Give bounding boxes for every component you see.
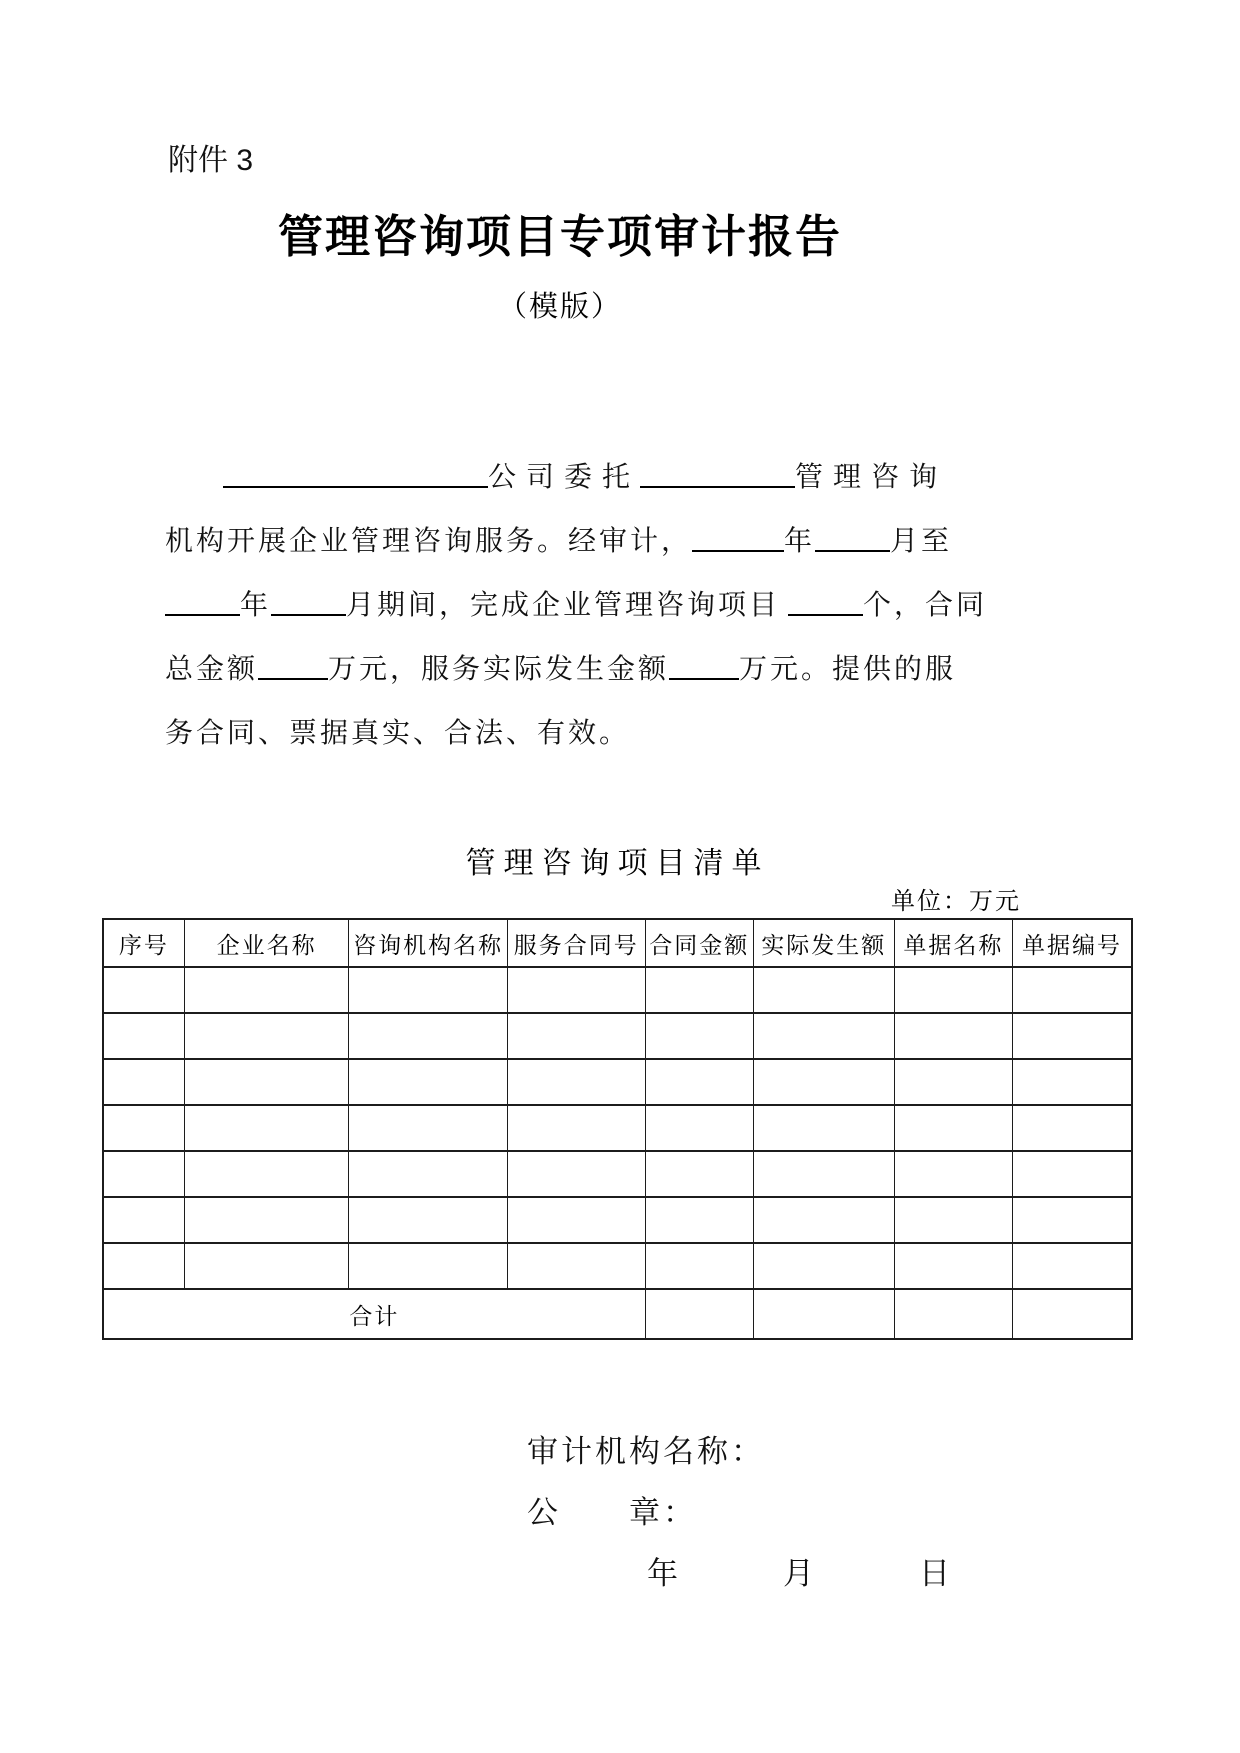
table-cell-empty	[103, 1151, 184, 1197]
table-cell-empty	[1013, 1243, 1132, 1289]
table-cell-empty	[753, 1243, 894, 1289]
table-cell-empty	[349, 967, 507, 1013]
text-segment: 月至	[890, 526, 953, 557]
project-list-section	[102, 844, 1133, 1340]
table-row	[103, 1105, 1132, 1151]
table-cell-empty	[1013, 1289, 1132, 1339]
paragraph-line-2	[165, 510, 975, 574]
table-cell-empty	[1013, 1151, 1132, 1197]
text-segment: 年	[240, 590, 272, 621]
auditor-name-label: 审计机构名称：	[527, 1434, 765, 1469]
project-table-body	[103, 967, 1132, 1289]
blank-line	[640, 460, 795, 488]
table-cell-empty	[184, 1243, 349, 1289]
table-cell-empty	[349, 1013, 507, 1059]
table-cell-empty	[645, 1289, 753, 1339]
table-cell-empty	[103, 1105, 184, 1151]
document-subtitle: （模版）	[497, 291, 622, 323]
total-row	[103, 1289, 1132, 1339]
table-cell-empty	[1013, 967, 1132, 1013]
table-cell-empty	[103, 1059, 184, 1105]
table-cell-empty	[753, 1013, 894, 1059]
text-segment: 年	[784, 526, 816, 557]
table-cell-empty	[1013, 1105, 1132, 1151]
table-cell-empty	[894, 1243, 1012, 1289]
table-row	[103, 1197, 1132, 1243]
table-cell-empty	[645, 1197, 753, 1243]
table-cell-empty	[184, 1105, 349, 1151]
header-row	[103, 919, 1132, 967]
blank-line	[788, 588, 863, 616]
table-cell-empty	[645, 1243, 753, 1289]
text-segment: 总金额	[165, 654, 259, 685]
date-label: 年 月 日	[647, 1556, 953, 1591]
paragraph-line-4	[165, 638, 975, 702]
list-title: 管理咨询项目清单	[465, 847, 770, 880]
column-header-3: 服务合同号	[507, 919, 645, 967]
blank-line	[692, 524, 784, 552]
table-cell-empty	[753, 1289, 894, 1339]
document-title: 管理咨询项目专项审计报告	[277, 211, 842, 262]
column-header-7: 单据编号	[1013, 919, 1132, 967]
table-cell-empty	[507, 1059, 645, 1105]
table-row	[103, 1013, 1132, 1059]
table-cell-empty	[1013, 1059, 1132, 1105]
column-header-5: 实际发生额	[753, 919, 894, 967]
paragraph-line-5	[165, 702, 975, 766]
table-cell-empty	[349, 1151, 507, 1197]
text-segment: 万元。提供的服	[739, 654, 957, 685]
table-cell-empty	[894, 1197, 1012, 1243]
text-segment: 个，合同	[863, 590, 988, 621]
table-cell-empty	[645, 967, 753, 1013]
text-segment: 务合同、票据真实、合法、有效。	[165, 718, 631, 749]
table-cell-empty	[1013, 1197, 1132, 1243]
table-row	[103, 967, 1132, 1013]
column-header-0: 序号	[103, 919, 184, 967]
seal-label: 公 章：	[527, 1495, 697, 1530]
table-cell-empty	[184, 1013, 349, 1059]
blank-line	[258, 652, 328, 680]
table-cell-empty	[349, 1105, 507, 1151]
table-cell-empty	[349, 1197, 507, 1243]
table-cell-empty	[645, 1151, 753, 1197]
blank-line	[669, 652, 739, 680]
paragraph-line-1	[165, 446, 975, 510]
table-cell-empty	[103, 1243, 184, 1289]
text-segment: 公司委托	[488, 462, 641, 493]
column-header-2: 咨询机构名称	[349, 919, 507, 967]
table-cell-empty	[1013, 1013, 1132, 1059]
total-label-cell: 合计	[103, 1289, 645, 1339]
table-cell-empty	[894, 967, 1012, 1013]
table-cell-empty	[507, 1243, 645, 1289]
column-header-1: 企业名称	[184, 919, 349, 967]
body-paragraph	[165, 446, 988, 766]
table-cell-empty	[507, 1197, 645, 1243]
table-cell-empty	[103, 1013, 184, 1059]
table-cell-empty	[507, 967, 645, 1013]
table-cell-empty	[103, 967, 184, 1013]
table-cell-empty	[184, 1151, 349, 1197]
attachment-label: 附件 3	[168, 144, 254, 177]
table-cell-empty	[507, 1013, 645, 1059]
table-cell-empty	[184, 1059, 349, 1105]
table-cell-empty	[184, 1197, 349, 1243]
project-list-table	[102, 918, 1133, 1340]
table-cell-empty	[894, 1289, 1012, 1339]
table-cell-empty	[753, 1151, 894, 1197]
table-cell-empty	[894, 1059, 1012, 1105]
text-segment: 管理咨询	[795, 462, 948, 493]
text-segment: 万元，服务实际发生金额	[328, 654, 670, 685]
table-cell-empty	[645, 1059, 753, 1105]
blank-line	[271, 588, 346, 616]
text-segment: 机构开展企业管理咨询服务。经审计，	[165, 526, 693, 557]
table-cell-empty	[894, 1013, 1012, 1059]
blank-line	[815, 524, 890, 552]
table-cell-empty	[645, 1105, 753, 1151]
table-cell-empty	[645, 1013, 753, 1059]
table-row	[103, 1059, 1132, 1105]
table-cell-empty	[103, 1197, 184, 1243]
paragraph-line-3	[165, 574, 988, 638]
table-cell-empty	[507, 1105, 645, 1151]
table-cell-empty	[349, 1243, 507, 1289]
table-row	[103, 1243, 1132, 1289]
blank-line	[165, 588, 240, 616]
unit-label: 单位：万元	[891, 889, 1021, 915]
column-header-6: 单据名称	[894, 919, 1012, 967]
table-cell-empty	[753, 1059, 894, 1105]
text-segment: 月期间，完成企业管理咨询项目	[346, 590, 781, 621]
table-cell-empty	[349, 1059, 507, 1105]
blank-line	[223, 460, 488, 488]
table-cell-empty	[753, 1105, 894, 1151]
table-cell-empty	[894, 1105, 1012, 1151]
table-cell-empty	[753, 1197, 894, 1243]
table-cell-empty	[894, 1151, 1012, 1197]
column-header-4: 合同金额	[645, 919, 753, 967]
signature-block	[527, 1432, 1240, 1594]
table-cell-empty	[753, 967, 894, 1013]
table-cell-empty	[507, 1151, 645, 1197]
table-row	[103, 1151, 1132, 1197]
table-cell-empty	[184, 967, 349, 1013]
